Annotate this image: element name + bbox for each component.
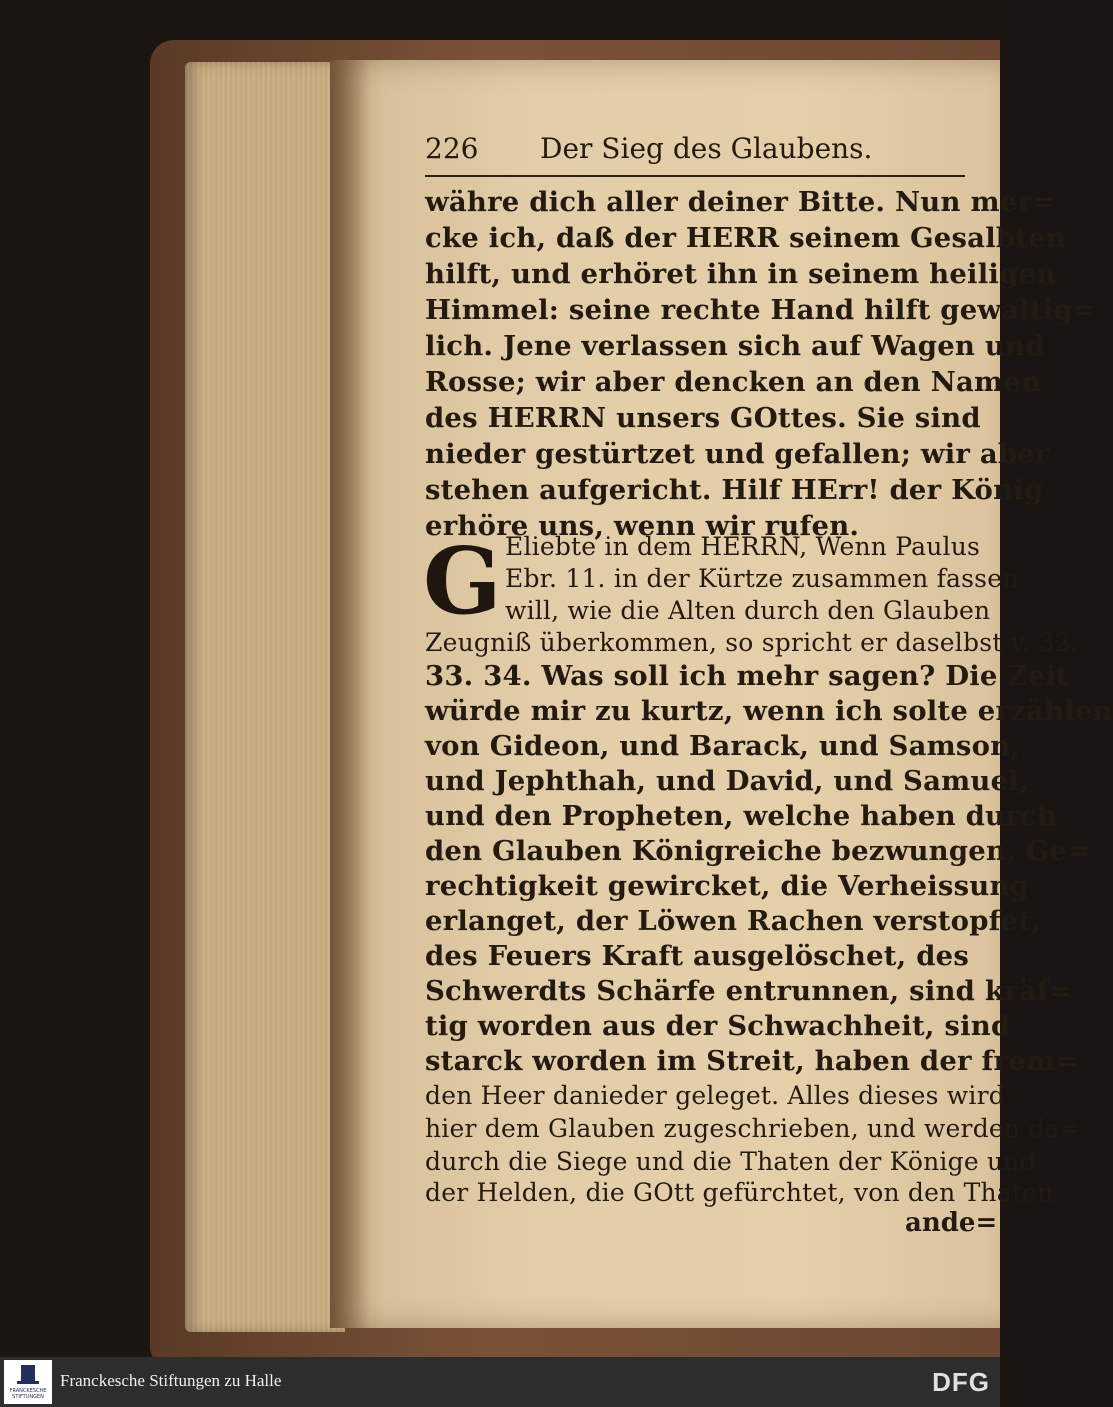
page-edges (185, 62, 345, 1332)
text-line: tig worden aus der Schwachheit, sind (425, 1010, 1011, 1042)
text-line: stehen aufgericht. Hilf HErr! der König (425, 474, 1044, 506)
text-line: Ebr. 11. in der Kürtze zusammen fassen (505, 564, 1019, 593)
text-line: Himmel: seine rechte Hand hilft gewaltig= (425, 294, 1097, 326)
text-line: nieder gestürtzet und gefallen; wir aber (425, 438, 1050, 470)
text-line: rechtigkeit gewircket, die Verheissung (425, 870, 1030, 902)
text-line: Eliebte in dem HERRN, Wenn Paulus (505, 532, 981, 561)
page-number: 226 (425, 132, 479, 165)
text-line: den Glauben Königreiche bezwungen, Ge= (425, 835, 1091, 867)
institution-name: Franckesche Stiftungen zu Halle (60, 1371, 282, 1390)
text-line: hier dem Glauben zugeschrieben, und werden da= (425, 1114, 1081, 1143)
book-page (330, 60, 1113, 1328)
text-line: währe dich aller deiner Bitte. Nun mer= (425, 186, 1056, 218)
gutter-shadow (330, 60, 370, 1328)
text-line: würde mir zu kurtz, wenn ich solte erzählen (425, 695, 1113, 727)
text-line: den Heer danieder geleget. Alles dieses wird (425, 1081, 1005, 1110)
text-line: der Helden, die GOtt gefürchtet, von den Thaten (425, 1178, 1054, 1207)
text-line: und Jephthah, und David, und Samuel, (425, 765, 1029, 797)
dfg-logo[interactable]: DFG (932, 1367, 990, 1397)
header-rule (425, 175, 965, 177)
text-line: cke ich, daß der HERR seinem Gesalbten (425, 222, 1067, 254)
running-head (425, 132, 965, 172)
text-line: und den Propheten, welche haben durch (425, 800, 1058, 832)
text-line: hilft, und erhöret ihn in seinem heiligen (425, 258, 1057, 290)
drop-initial: G (423, 527, 502, 635)
text-line: 33. 34. Was soll ich mehr sagen? Die Zeit (425, 660, 1069, 692)
text-line: von Gideon, und Barack, und Samson, (425, 730, 1021, 762)
text-line: erlanget, der Löwen Rachen verstopfet, (425, 905, 1042, 937)
text-line: des HERRN unsers GOttes. Sie sind (425, 402, 981, 434)
viewer-footer (0, 1357, 1000, 1407)
text-line: starck worden im Streit, haben der frem= (425, 1045, 1079, 1077)
running-title: Der Sieg des Glaubens. (540, 132, 873, 165)
text-line: des Feuers Kraft ausgelöschet, des (425, 940, 970, 972)
catchword: ande= (905, 1208, 998, 1238)
text-line: Zeugniß überkommen, so spricht er daselbst v. 32. (425, 628, 1079, 657)
text-line: will, wie die Alten durch den Glauben (505, 596, 991, 625)
text-line: erhöre uns, wenn wir rufen. (425, 510, 860, 542)
text-line: Rosse; wir aber dencken an den Namen (425, 366, 1042, 398)
text-line: durch die Siege und die Thaten der Könige und (425, 1147, 1036, 1176)
franckesche-stiftungen-logo[interactable] (4, 1360, 52, 1404)
text-line: Schwerdts Schärfe entrunnen, sind kräf= (425, 975, 1073, 1007)
text-line: lich. Jene verlassen sich auf Wagen und (425, 330, 1045, 362)
building-icon (21, 1365, 35, 1383)
logo-text: FRANCKESCHE STIFTUNGEN (9, 1388, 47, 1400)
